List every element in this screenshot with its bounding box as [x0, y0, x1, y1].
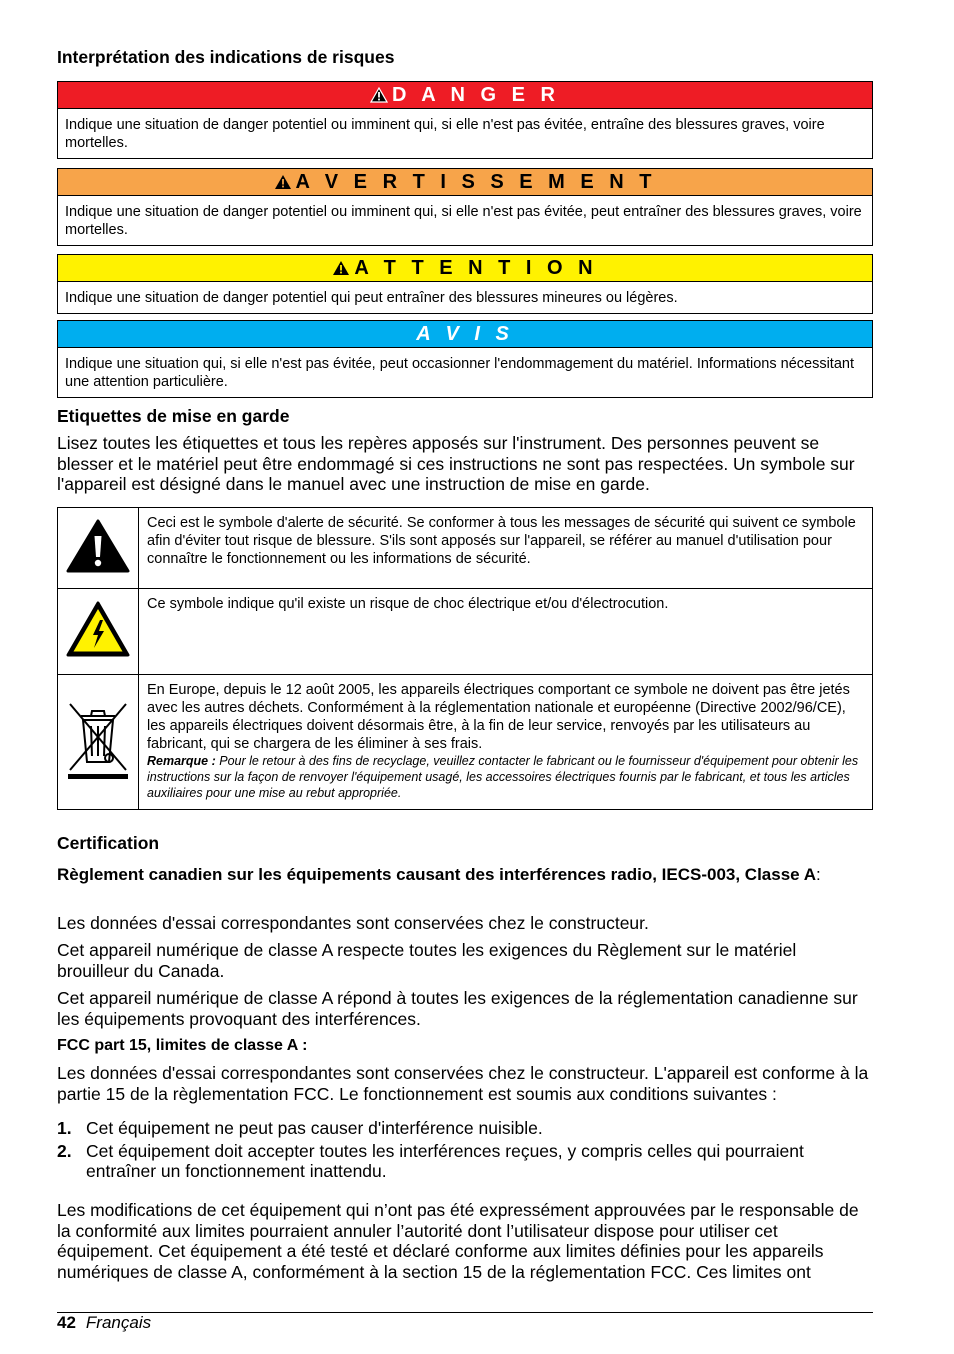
danger-box: [57, 81, 873, 159]
canada-heading-text: Règlement canadien sur les équipements causant des interférences radio, IECS-003, Classe A: [57, 865, 816, 884]
fcc-heading: FCC part 15, limites de classe A :: [57, 1037, 308, 1054]
warning-triangle-icon: [370, 84, 388, 110]
weee-remark: [147, 753, 864, 801]
notice-box: [57, 320, 873, 398]
caution-header: [58, 255, 872, 282]
canada-heading-colon: :: [816, 865, 821, 884]
section-title-cert: Certification: [57, 833, 160, 853]
safety-alert-icon: [58, 508, 139, 589]
list-text: Cet équipement ne peut pas causer d'interférence nuisible.: [86, 1118, 543, 1138]
warning-box: [57, 168, 873, 246]
notice-label: A V I S: [416, 323, 514, 345]
section-title-labels: Etiquettes de mise en garde: [57, 406, 290, 426]
list-item: [57, 1118, 873, 1139]
remark-label: Remarque :: [147, 754, 216, 768]
fcc-p1: Les données d'essai correspondantes sont conservées chez le constructeur. L'appareil est conforme à la partie 15 de la règlementation FCC. Le fonctionnement est soumis aux conditions suivantes :: [57, 1063, 869, 1104]
list-number: 1.: [57, 1118, 72, 1138]
caution-text: Indique une situation de danger potentiel qui peut entraîner des blessures mineures ou légères.: [65, 290, 678, 306]
warning-triangle-icon: [274, 171, 292, 197]
electric-shock-icon: [58, 589, 139, 675]
weee-text: En Europe, depuis le 12 août 2005, les appareils électriques comportant ce symbole ne doivent pas être jetés avec les autres déchets. Conformément à la réglementation nationale et européenne (Directive 2002/96/CE), les appareils électriques doivent désormais être, à la fin de leur service, renvoyés par les utilisateurs au fabricant, qui se chargera de les éliminer à ses frais.: [147, 682, 850, 752]
section-title-hazard: Interprétation des indications de risques: [57, 47, 395, 67]
canada-heading: [57, 865, 873, 886]
notice-text: Indique une situation qui, si elle n'est pas évitée, peut occasionner l'endommagement du matériel. Informations nécessitant une attention particulière.: [65, 356, 854, 390]
symbol-text-weee: [139, 675, 873, 810]
page-footer: [57, 1313, 151, 1333]
canada-p2: Cet appareil numérique de classe A respecte toutes les exigences du Règlement sur le matériel brouilleur du Canada.: [57, 940, 797, 981]
danger-header: [58, 82, 872, 109]
caution-label: A T T E N T I O N: [354, 257, 598, 279]
caution-box: [57, 254, 873, 314]
list-number: 2.: [57, 1140, 72, 1161]
canada-p1: Les données d'essai correspondantes sont conservées chez le constructeur.: [57, 913, 649, 933]
danger-label: D A N G E R: [392, 84, 560, 106]
symbol-text: Ceci est le symbole d'alerte de sécurité. Se conformer à tous les messages de sécurité qui suivent ce symbole afin d'éviter tout risque de blessure. S'ils sont apposés sur l'appareil, se référer au manuel d'utilisation pour connaître le fonctionnement ou les informations de sécurité.: [139, 508, 873, 589]
list-text: Cet équipement doit accepter toutes les interférences reçues, y compris celles qui pourraient entraîner un fonctionnement inattendu.: [86, 1140, 804, 1181]
symbols-table: [57, 507, 873, 810]
warning-triangle-icon: [332, 257, 350, 283]
footer-language: Français: [85, 1313, 152, 1332]
warning-header: [58, 169, 872, 196]
remark-text: Pour le retour à des fins de recyclage, veuillez contacter le fabricant ou le fournisseur d'équipement pour obtenir les instructions sur la façon de renvoyer l'équipement usagé, les accessoires électriques fournis par le fabricant, et tous les articles auxiliaires pour une mise au rebut appropriée.: [147, 754, 859, 800]
list-item: [57, 1141, 873, 1182]
symbol-row: [58, 508, 873, 589]
fcc-conditions-list: [57, 1118, 873, 1184]
warning-text: Indique une situation de danger potentiel ou imminent qui, si elle n'est pas évitée, peut entraîner des blessures graves, voire mortelles.: [65, 204, 862, 238]
weee-crossed-bin-icon: [58, 675, 139, 810]
labels-intro: Lisez toutes les étiquettes et tous les repères apposés sur l'instrument. Des personnes peuvent se blesser et le matériel peut être endommagé si ces instructions ne sont pas respectées. Un symbole sur l'appareil est désigné dans le manuel avec une instruction de mise en garde.: [57, 433, 855, 494]
symbol-row: [58, 675, 873, 810]
danger-text: Indique une situation de danger potentiel ou imminent qui, si elle n'est pas évitée, entraîne des blessures graves, voire mortelles.: [65, 117, 825, 151]
footer-divider: [57, 1312, 873, 1313]
fcc-p2: Les modifications de cet équipement qui n’ont pas été expressément approuvées par le responsable de la conformité aux limites pourraient annuler l’autorité dont l’utilisateur dispose pour utiliser cet équipement. Cet équipement a été testé et déclaré conforme aux limites définies pour les appareils numériques de classe A, conformément à la section 15 de la réglementation FCC. Ces limites ont: [57, 1200, 859, 1282]
symbol-text: Ce symbole indique qu'il existe un risque de choc électrique et/ou d'électrocution.: [139, 589, 873, 675]
canada-p3: Cet appareil numérique de classe A répond à toutes les exigences de la réglementation canadienne sur les équipements provoquant des interférences.: [57, 988, 858, 1029]
warning-label: A V E R T I S S E M E N T: [295, 171, 657, 193]
notice-header: [58, 321, 872, 348]
symbol-row: [58, 589, 873, 675]
page-number: 42: [57, 1313, 76, 1332]
